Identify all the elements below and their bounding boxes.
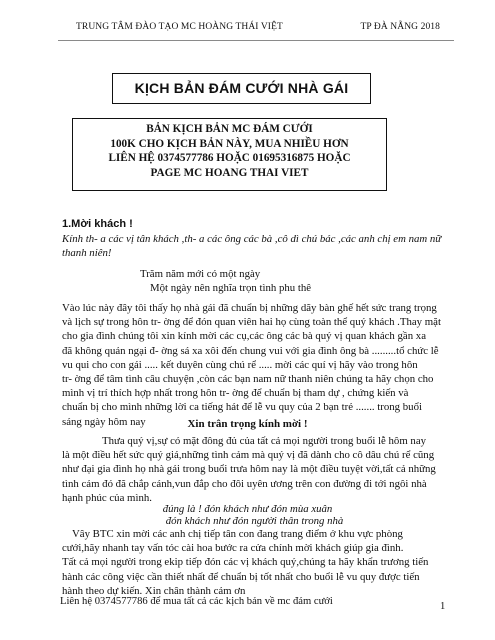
text-line: tình cảm đó đã chắp cánh,vun đắp cho đôi uyên ương trên con đường đi tới ngôi nhà <box>62 477 427 490</box>
page-number: 1 <box>440 601 446 612</box>
text-line: mình vị trí thích hợp nhất trong hôn tr- ờng để chuẩn bị tham dự , chứng kiến và <box>62 387 409 400</box>
text-line: cưới,hãy nhanh tay vấn tóc cài hoa bước ra cửa chính mời khách giúp gia đình. <box>62 542 404 555</box>
poem-verse <box>140 267 311 295</box>
text-line: vu qui cho con gái ..... kết duyên cùng chú rể ..... mời các quí vị hãy vào trong hôn <box>62 358 418 371</box>
document-title: KỊCH BẢN ĐÁM CƯỚI NHÀ GÁI <box>112 73 371 104</box>
promo-box <box>72 118 387 191</box>
welcome-title: Xin trân trọng kính mời ! <box>187 418 308 430</box>
promo-line: BẢN KỊCH BẢN MC ĐÁM CƯỚI <box>146 123 313 135</box>
quote-line: đón khách như đón người thân trong nhà <box>165 515 344 527</box>
promo-line: PAGE MC HOANG THAI VIET <box>150 166 309 179</box>
header-organization: TRUNG TÂM ĐÀO TẠO MC HOÀNG THÁI VIỆT <box>76 22 283 32</box>
section-title: 1.Mời khách ! <box>62 218 133 230</box>
text-line: hành theo dự kiến. Xin chân thành cảm ơn <box>62 584 246 597</box>
text-line: là một điều hết sức quý giá,những tình cảm mà quý vị đã dành cho cô dâu chú rể cũng <box>62 449 435 462</box>
text-line: như đại gia đình họ nhà gái trong buổi trưa hôm nay là một điều tuyệt vời,tất cả những <box>62 463 436 476</box>
text-line: Vào lúc này đây tôi thấy họ nhà gái đã chuẩn bị những dãy bàn ghế hết sức trang trọng <box>62 302 437 314</box>
text-line: hạnh phúc của mình. <box>62 491 152 504</box>
header-location-year: TP ĐÀ NẴNG 2018 <box>360 22 440 32</box>
quote-line: đúng là ! đón khách như đón mùa xuân <box>162 503 333 515</box>
promo-line: LIÊN HỆ 0374577786 HOẶC 01695316875 HOẶC <box>108 152 351 165</box>
invitation-paragraph <box>62 301 448 429</box>
text-line: và lịch sự trong hôn tr- ờng để đón quan viên hai họ cùng toàn thể quý khách .Thay mặt <box>62 316 441 329</box>
text-line: sáng ngày hôm nay <box>62 415 146 428</box>
text-line: cho gia đình chúng tôi xin kính mời các cụ,các ông các bà quý vị quan khách gần xa <box>62 330 426 343</box>
welcome-paragraph <box>62 434 448 505</box>
text-line: Kính th- a các vị tân khách ,th- a các ông các bà ,cô dì chú bác ,các anh chị em nam nữ <box>62 233 442 245</box>
closing-paragraph <box>62 527 448 598</box>
text-line: tr- ờng để tâm tình câu chuyện ,còn các bạn nam nữ thanh niên chúng ta hãy chọn cho <box>62 373 434 386</box>
header-divider <box>58 40 454 41</box>
text-line: Thưa quý vị,sự có mặt đông đủ của tất cả mọi người trong buổi lễ hôm nay <box>102 435 427 447</box>
text-line: đã không quản ngại đ- ờng sá xa xôi đến chung vui với gia đình ông bà .........tổ chức lễ <box>62 344 439 357</box>
page-footer: Liên hệ 0374577786 để mua tất cả các kịch bản về mc đám cưới <box>60 596 333 607</box>
text-line: chuẩn bị cho mình những lời ca tiếng hát để lễ vu quy của 2 bạn trẻ ....... trong buổi <box>62 401 422 414</box>
text-line: thanh niên! <box>62 247 112 260</box>
text-line: Tất cả mọi người trong ekip tiếp đón các vị khách quý,chúng ta hãy khẩn trương tiến <box>62 556 429 569</box>
promo-line: 100K CHO KỊCH BẢN NÀY, MUA NHIỀU HƠN <box>110 137 349 150</box>
verse-line: Một ngày nên nghĩa trọn tình phu thê <box>150 282 312 295</box>
text-line: Vây BTC xin mời các anh chị tiếp tân con đang trang điểm ở khu vực phòng <box>72 528 403 540</box>
verse-line: Trăm năm mới có một ngày <box>140 268 261 280</box>
intro-paragraph <box>62 232 448 260</box>
italic-quote <box>0 503 495 527</box>
text-line: hành các công việc cần thiết nhất để chuẩn bị tốt nhất cho buổi lễ vu quy được tiến <box>62 570 420 583</box>
